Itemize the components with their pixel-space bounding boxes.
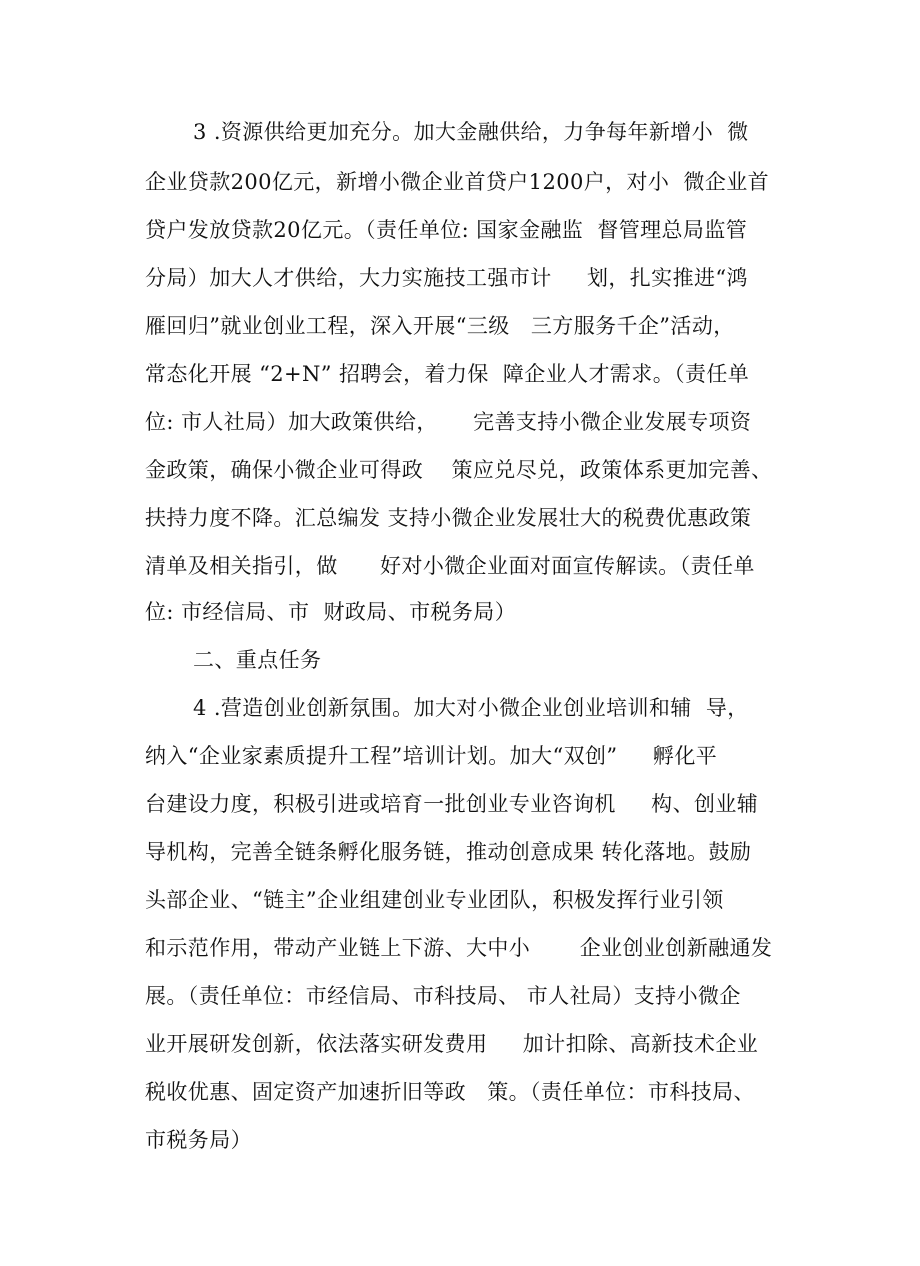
text-line: 位: 市人社局）加大政策供给， 完善支持小微企业发展专项资 xyxy=(145,410,752,434)
text-line: 台建设力度，积极引进或培育一批创业专业咨询机 构、创业辅 xyxy=(145,792,759,816)
text-line: 位: 市经信局、市 财政局、市税务局） xyxy=(145,600,517,624)
text-line: 3 .资源供给更加充分。加大金融供给，力争每年新增小 微 xyxy=(193,120,749,144)
text-line: 清单及相关指引，做 好对小微企业面对面宣传解读。（责任单 xyxy=(145,554,755,578)
text-line: 和示范作用，带动产业链上下游、大中小 企业创业创新融通发 xyxy=(145,936,773,960)
section-heading: 二、重点任务 xyxy=(193,648,322,672)
text-line: 头部企业、“链主”企业组建创业专业团队，积极发挥行业引领 xyxy=(145,888,724,912)
text-line: 导机构，完善全链条孵化服务链，推动创意成果 转化落地。鼓励 xyxy=(145,840,752,864)
text-line: 4 .营造创业创新氛围。加大对小微企业创业培训和辅 导， xyxy=(193,696,749,720)
text-line: 常态化开展 “2+N” 招聘会，着力保 障企业人才需求。（责任单 xyxy=(145,362,750,386)
text-line: 税收优惠、固定资产加速折旧等政 策。（责任单位：市科技局、 xyxy=(145,1080,755,1104)
text-line: 金政策，确保小微企业可得政 策应兑尽兑，政策体系更加完善、 xyxy=(145,458,773,482)
text-line: 企业贷款200亿元，新增小微企业首贷户1200户，对小 微企业首 xyxy=(145,170,770,194)
text-line: 业开展研发创新，依法落实研发费用 加计扣除、高新技术企业 xyxy=(145,1032,759,1056)
text-line: 市税务局） xyxy=(145,1128,252,1152)
text-line: 展。（责任单位：市经信局、市科技局、 市人社局）支持小微企 xyxy=(145,984,741,1008)
text-line: 雁回归”就业创业工程，深入开展“三级 三方服务千企”活动， xyxy=(145,314,735,338)
text-line: 纳入“企业家素质提升工程”培训计划。加大“双创” 孵化平 xyxy=(145,744,718,768)
text-line: 贷户发放贷款20亿元。（责任单位: 国家金融监 督管理总局监管 xyxy=(145,218,748,242)
text-line: 分局）加大人才供给，大力实施技工强市计 划，扎实推进“鸿 xyxy=(145,266,748,290)
text-line: 扶持力度不降。汇总编发 支持小微企业发展壮大的税费优惠政策 xyxy=(145,506,752,530)
